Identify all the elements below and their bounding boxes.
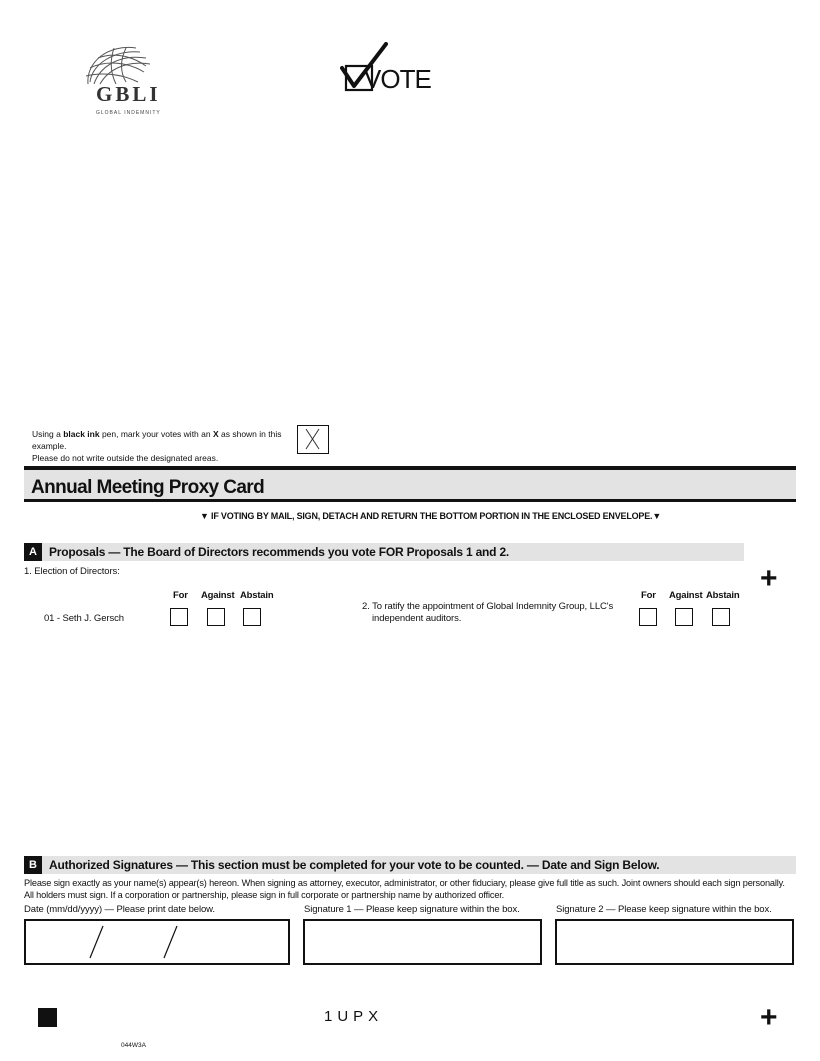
proposal2-line2: independent auditors.: [372, 613, 462, 624]
nominee-name: 01 - Seth J. Gersch: [44, 613, 124, 624]
company-logo: [80, 42, 170, 120]
section-b-letter: B: [24, 856, 42, 874]
instr-emphasis: black ink: [63, 429, 100, 439]
registration-mark: [38, 1008, 57, 1027]
barcode-text: 1UPX: [324, 1008, 384, 1025]
mail-note-text: IF VOTING BY MAIL, SIGN, DETACH AND RETURN THE BOTTOM PORTION IN THE ENCLOSED ENVELOPE.: [211, 511, 653, 521]
col-for-label: For: [641, 590, 656, 601]
nominee-against-checkbox[interactable]: [207, 608, 225, 626]
registration-plus-icon: +: [760, 1001, 778, 1034]
signature2-label: Signature 2 — Please keep signature within the box.: [556, 904, 772, 915]
globe-icon: [80, 42, 170, 86]
col-abstain-label: Abstain: [240, 590, 274, 601]
date-label: Date (mm/dd/yyyy) — Please print date below.: [24, 904, 215, 915]
nominee-abstain-checkbox[interactable]: [243, 608, 261, 626]
section-a-title: Proposals — The Board of Directors recommends you vote FOR Proposals 1 and 2.: [49, 545, 510, 559]
nominee-for-checkbox[interactable]: [170, 608, 188, 626]
proposal2-against-checkbox[interactable]: [675, 608, 693, 626]
col-abstain-label: Abstain: [706, 590, 740, 601]
date-separator-icon: [26, 921, 288, 963]
marking-instructions: [32, 428, 297, 464]
section-b-header: [24, 856, 796, 874]
proposal2-for-checkbox[interactable]: [639, 608, 657, 626]
arrow-down-icon: ▼: [200, 511, 209, 521]
col-against-label: Against: [669, 590, 703, 601]
instr-part1: Using a: [32, 429, 64, 439]
instr-x-mark: X: [212, 429, 219, 439]
instr-part3: as shown in this example.: [32, 429, 282, 451]
card-title: Annual Meeting Proxy Card: [31, 477, 265, 498]
title-bar: [24, 466, 796, 502]
proposal1-label: 1. Election of Directors:: [24, 566, 120, 577]
vote-text: VOTE: [364, 64, 431, 94]
instr-part2: pen, mark your votes with an: [99, 429, 213, 439]
section-b-title: Authorized Signatures — This section must be completed for your vote to be counted. — Date and Sign Below.: [49, 858, 660, 872]
date-field[interactable]: [24, 919, 290, 965]
logo-text: GBLI: [96, 82, 161, 106]
vote-logo: [340, 42, 431, 94]
section-a-header: [24, 543, 744, 561]
logo-subtext: GLOBAL INDEMNITY: [96, 110, 161, 116]
arrow-down-icon: ▼: [652, 511, 662, 521]
col-against-label: Against: [201, 590, 235, 601]
signature-instructions: [24, 878, 804, 901]
signature1-field[interactable]: [303, 919, 542, 965]
registration-plus-icon: +: [760, 562, 778, 595]
section-a-letter: A: [24, 543, 42, 561]
proposal2-line1: 2. To ratify the appointment of Global Indemnity Group, LLC's: [362, 601, 614, 612]
form-code: 044W3A: [121, 1042, 146, 1049]
sig-instr-line1: Please sign exactly as your name(s) appear(s) hereon. When signing as attorney, executor, administrator, or other fiduciary, please give full title as such. Joint owners should each sign personally.: [24, 878, 785, 888]
col-for-label: For: [173, 590, 188, 601]
signature2-field[interactable]: [555, 919, 794, 965]
x-mark-icon: [298, 426, 327, 452]
instr-line2: Please do not write outside the designated areas.: [32, 453, 219, 463]
example-mark-box: [297, 425, 329, 454]
mail-instruction: [200, 511, 661, 521]
signature1-label: Signature 1 — Please keep signature within the box.: [304, 904, 520, 915]
proposal2-abstain-checkbox[interactable]: [712, 608, 730, 626]
sig-instr-line2: All holders must sign. If a corporation or partnership, please sign in full corporate or partnership name by authorized officer.: [24, 889, 505, 900]
